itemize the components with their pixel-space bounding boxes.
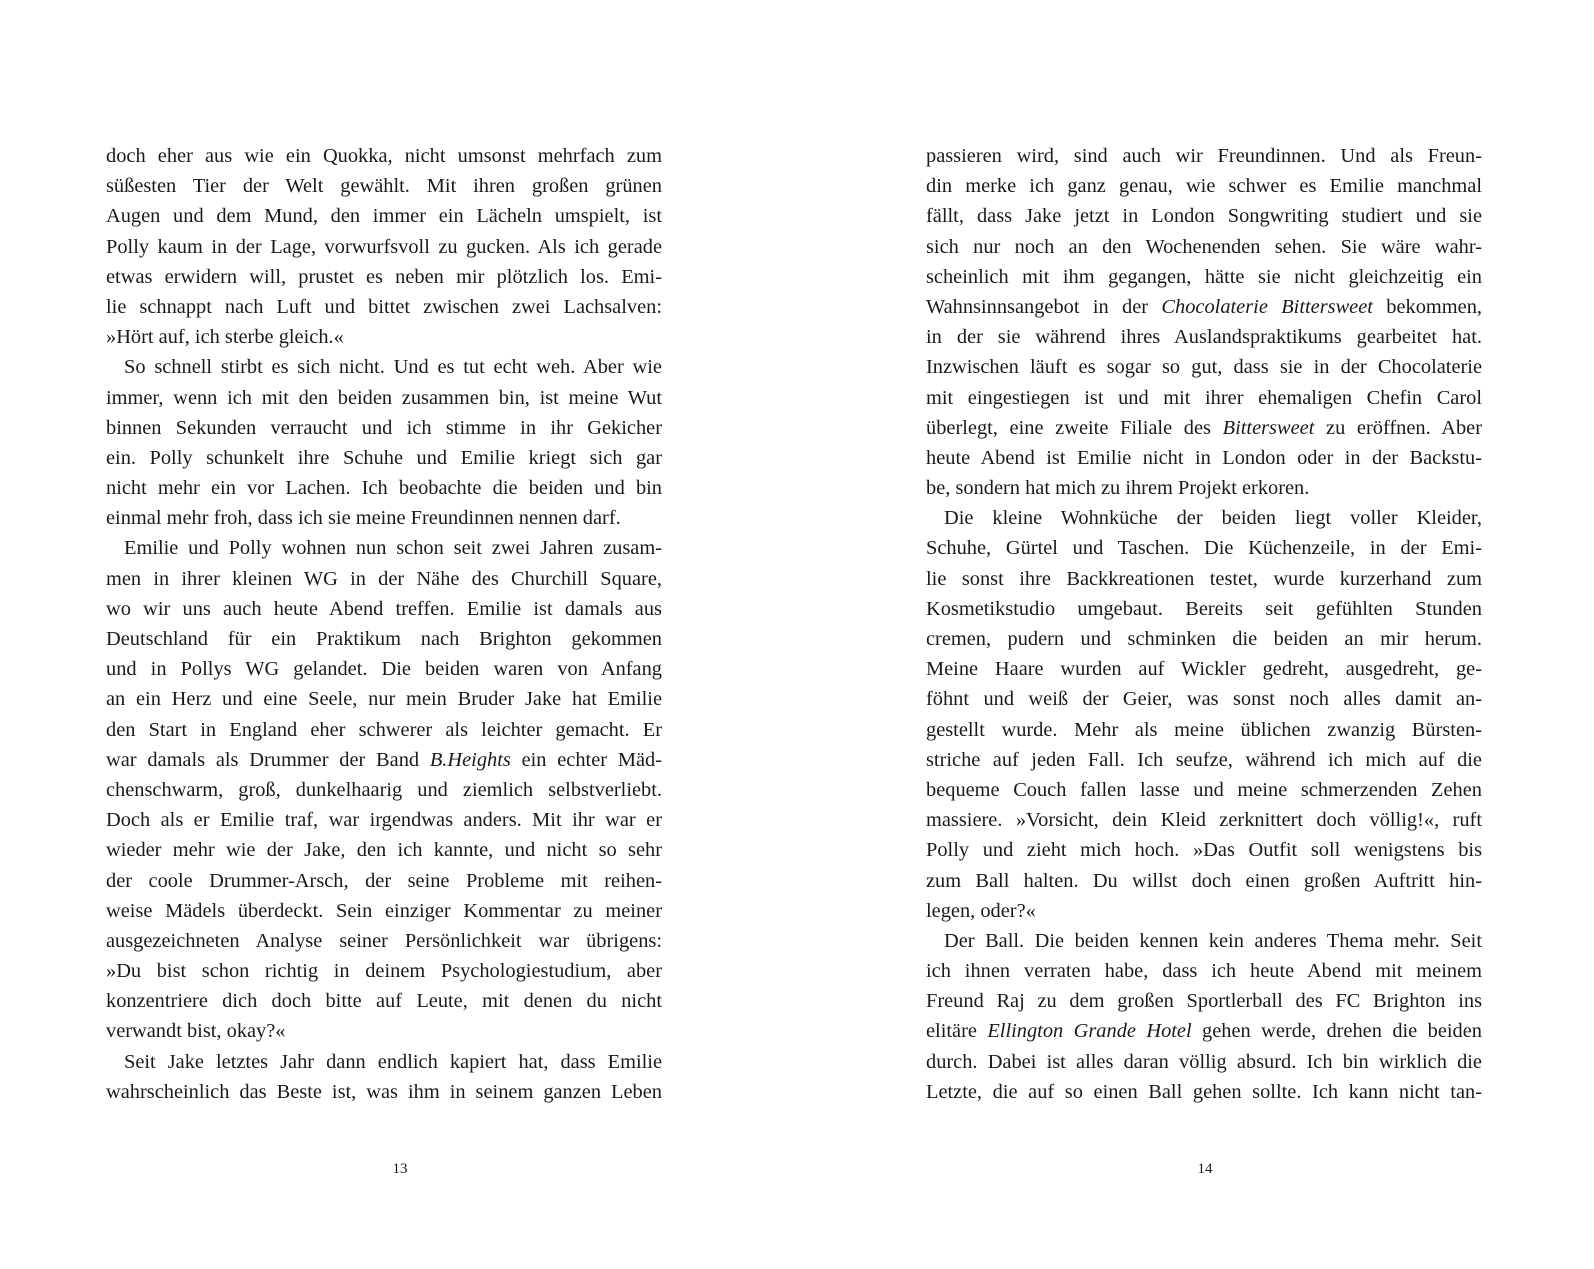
text-line — [926, 1047, 1482, 1077]
text-line — [926, 745, 1482, 775]
text-line — [106, 926, 662, 956]
text-line — [106, 745, 662, 775]
text-line — [106, 1047, 662, 1077]
line-text: Die kleine Wohnküche der beiden liegt voller Kleider, — [944, 507, 1482, 530]
text-line — [926, 232, 1482, 262]
text-line — [106, 383, 662, 413]
line-text: din merke ich ganz genau, wie schwer es Emilie manchmal — [926, 175, 1482, 198]
text-line — [106, 322, 662, 352]
text-line — [926, 835, 1482, 865]
line-text: überlegt, eine zweite Filiale des — [926, 416, 1223, 439]
line-text: und in Pollys WG gelandet. Die beiden waren von Anfang — [106, 658, 662, 681]
text-line — [926, 141, 1482, 171]
line-text: fällt, dass Jake jetzt in London Songwriting studiert und sie — [926, 205, 1482, 228]
line-text: Doch als er Emilie traf, war irgendwas anders. Mit ihr war er — [106, 809, 662, 832]
line-text: gestellt wurde. Mehr als meine üblichen zwanzig Bürsten- — [926, 718, 1482, 741]
text-line — [926, 473, 1482, 503]
line-text: Polly und zieht mich hoch. »Das Outfit soll wenigstens bis — [926, 839, 1482, 862]
line-text: cremen, pudern und schminken die beiden an mir herum. — [926, 628, 1482, 650]
text-line — [926, 1077, 1482, 1107]
line-text: an ein Herz und eine Seele, nur mein Bruder Jake hat Emilie — [106, 688, 662, 711]
line-text: Polly kaum in der Lage, vorwurfsvoll zu gucken. Als ich gerade — [106, 235, 662, 258]
text-line — [926, 262, 1482, 292]
italic-title: Ellington Grande Hotel — [987, 1020, 1192, 1043]
line-text: sich nur noch an den Wochenenden sehen. Sie wäre wahr- — [926, 235, 1482, 258]
text-line — [926, 624, 1482, 654]
line-text: legen, oder?« — [926, 899, 1036, 922]
line-text: in der sie während ihres Auslandspraktikums gearbeitet hat. — [926, 326, 1482, 349]
text-line — [106, 805, 662, 835]
line-text-after: gehen werde, drehen die beiden — [1191, 1020, 1482, 1043]
line-text: süßesten Tier der Welt gewählt. Mit ihren großen grünen — [106, 175, 662, 198]
text-line — [106, 624, 662, 654]
text-line — [106, 292, 662, 322]
text-line — [926, 1016, 1482, 1046]
text-line — [106, 352, 662, 382]
line-text: passieren wird, sind auch wir Freundinnen. Und als Freun- — [926, 145, 1482, 167]
line-text: »Du bist schon richtig in deinem Psychologiestudium, aber — [106, 960, 662, 983]
text-line — [106, 171, 662, 201]
line-text: bequeme Couch fallen lasse und meine schmerzenden Zehen — [926, 778, 1482, 801]
left-page — [106, 141, 662, 1107]
text-line — [106, 262, 662, 292]
text-line — [926, 805, 1482, 835]
text-line — [926, 292, 1482, 322]
text-line — [106, 835, 662, 865]
text-line — [926, 564, 1482, 594]
line-text: Kosmetikstudio umgebaut. Bereits seit gefühlten Stunden — [926, 597, 1482, 620]
line-text: massiere. »Vorsicht, dein Kleid zerknittert doch völlig!«, ruft — [926, 809, 1482, 832]
line-text: nicht mehr ein vor Lachen. Ich beobachte die beiden und bin — [106, 477, 662, 500]
line-text: wieder mehr wie der Jake, den ich kannte, und nicht so sehr — [106, 839, 662, 862]
text-line — [106, 413, 662, 443]
line-text: konzentriere dich doch bitte auf Leute, mit denen du nicht — [106, 990, 662, 1013]
line-text: war damals als Drummer der Band — [106, 748, 430, 771]
line-text: den Start in England eher schwerer als leichter gemacht. Er — [106, 718, 662, 741]
line-text-after: bekommen, — [1372, 295, 1482, 318]
text-line — [106, 775, 662, 805]
page-number-right: 14 — [1197, 1161, 1213, 1177]
text-line — [106, 1077, 662, 1107]
text-line — [926, 775, 1482, 805]
line-text: lie sonst ihre Backkreationen testet, wurde kurzerhand zum — [926, 567, 1482, 590]
line-text: be, sondern hat mich zu ihrem Projekt erkoren. — [926, 477, 1310, 500]
text-line — [926, 986, 1482, 1016]
line-text: Schuhe, Gürtel und Taschen. Die Küchenzeile, in der Emi- — [926, 537, 1482, 560]
text-line — [106, 503, 662, 533]
line-text: doch eher aus wie ein Quokka, nicht umsonst mehrfach zum — [106, 145, 662, 167]
line-text: Der Ball. Die beiden kennen kein anderes Thema mehr. Seit — [944, 929, 1482, 952]
text-line — [926, 684, 1482, 714]
text-line — [926, 594, 1482, 624]
line-text: Letzte, die auf so einen Ball gehen sollte. Ich kann nicht tan- — [926, 1080, 1482, 1103]
text-line — [926, 413, 1482, 443]
line-text: wo wir uns auch heute Abend treffen. Emilie ist damals aus — [106, 597, 662, 620]
text-line — [926, 926, 1482, 956]
text-line — [926, 896, 1482, 926]
line-text-after: zu eröffnen. Aber — [1314, 416, 1482, 439]
line-text: heute Abend ist Emilie nicht in London oder in der Backstu- — [926, 446, 1482, 469]
line-text: lie schnappt nach Luft und bittet zwischen zwei Lachsalven: — [106, 295, 662, 318]
line-text: Seit Jake letztes Jahr dann endlich kapiert hat, dass Emilie — [124, 1050, 662, 1073]
text-line — [926, 866, 1482, 896]
line-text: »Hört auf, ich sterbe gleich.« — [106, 326, 344, 349]
text-line — [926, 322, 1482, 352]
text-line — [926, 352, 1482, 382]
text-line — [926, 201, 1482, 231]
line-text: So schnell stirbt es sich nicht. Und es tut echt weh. Aber wie — [124, 356, 662, 379]
line-text: ich ihnen verraten habe, dass ich heute Abend mit meinem — [926, 960, 1482, 983]
text-line — [106, 533, 662, 563]
text-line — [926, 654, 1482, 684]
text-line — [106, 896, 662, 926]
text-line — [106, 654, 662, 684]
line-text: Emilie und Polly wohnen nun schon seit zwei Jahren zusam- — [124, 537, 662, 560]
line-text: weise Mädels überdeckt. Sein einziger Kommentar zu meiner — [106, 899, 662, 922]
line-text: durch. Dabei ist alles daran völlig absurd. Ich bin wirklich die — [926, 1050, 1482, 1073]
text-line — [106, 1016, 662, 1046]
text-line — [106, 473, 662, 503]
text-line — [926, 171, 1482, 201]
line-text: mit eingestiegen ist und mit ihrer ehemaligen Chefin Carol — [926, 386, 1482, 409]
text-line — [106, 201, 662, 231]
text-line — [926, 503, 1482, 533]
line-text: Wahnsinnsangebot in der — [926, 295, 1162, 318]
text-line — [926, 533, 1482, 563]
text-line — [106, 956, 662, 986]
line-text: Augen und dem Mund, den immer ein Lächeln umspielt, ist — [106, 205, 662, 228]
line-text: ein. Polly schunkelt ihre Schuhe und Emilie kriegt sich gar — [106, 446, 662, 469]
italic-title: Bittersweet — [1222, 416, 1315, 439]
line-text: zum Ball halten. Du willst doch einen großen Auftritt hin- — [926, 869, 1482, 892]
line-text: striche auf jeden Fall. Ich seufze, während ich mich auf die — [926, 748, 1482, 771]
line-text: verwandt bist, okay?« — [106, 1020, 286, 1043]
line-text: binnen Sekunden verraucht und ich stimme in ihr Gekicher — [106, 416, 662, 439]
line-text: chenschwarm, groß, dunkelhaarig und ziemlich selbstverliebt. — [106, 778, 662, 801]
line-text: föhnt und weiß der Geier, was sonst noch alles damit an- — [926, 688, 1482, 711]
line-text: Deutschland für ein Praktikum nach Brighton gekommen — [106, 628, 662, 650]
text-line — [106, 564, 662, 594]
text-line — [106, 141, 662, 171]
line-text: Freund Raj zu dem großen Sportlerball des FC Brighton ins — [926, 990, 1482, 1013]
line-text-after: ein echter Mäd- — [510, 748, 662, 771]
line-text: ausgezeichneten Analyse seiner Persönlichkeit war übrigens: — [106, 929, 662, 952]
text-line — [106, 594, 662, 624]
line-text: Inzwischen läuft es sogar so gut, dass sie in der Chocolaterie — [926, 356, 1482, 379]
text-line — [926, 383, 1482, 413]
text-line — [106, 986, 662, 1016]
line-text: einmal mehr froh, dass ich sie meine Freundinnen nennen darf. — [106, 507, 621, 530]
line-text: elitäre — [926, 1020, 988, 1043]
text-line — [926, 443, 1482, 473]
line-text: der coole Drummer-Arsch, der seine Probleme mit reihen- — [106, 869, 662, 892]
page-number-left: 13 — [392, 1161, 408, 1177]
right-page — [926, 141, 1482, 1107]
text-line — [926, 956, 1482, 986]
text-line — [106, 684, 662, 714]
italic-title: Chocolaterie Bittersweet — [1161, 295, 1373, 318]
line-text: men in ihrer kleinen WG in der Nähe des Churchill Square, — [106, 567, 662, 590]
line-text: scheinlich mit ihm gegangen, hätte sie nicht gleichzeitig ein — [926, 265, 1482, 288]
text-line — [106, 232, 662, 262]
line-text: immer, wenn ich mit den beiden zusammen bin, ist meine Wut — [106, 386, 662, 409]
text-line — [106, 443, 662, 473]
text-line — [926, 715, 1482, 745]
text-line — [106, 866, 662, 896]
line-text: Meine Haare wurden auf Wickler gedreht, ausgedreht, ge- — [926, 658, 1482, 681]
text-line — [106, 715, 662, 745]
line-text: wahrscheinlich das Beste ist, was ihm in seinem ganzen Leben — [106, 1080, 662, 1103]
italic-title: B.Heights — [429, 748, 511, 771]
line-text: etwas erwidern will, prustet es neben mir plötzlich los. Emi- — [106, 265, 662, 288]
